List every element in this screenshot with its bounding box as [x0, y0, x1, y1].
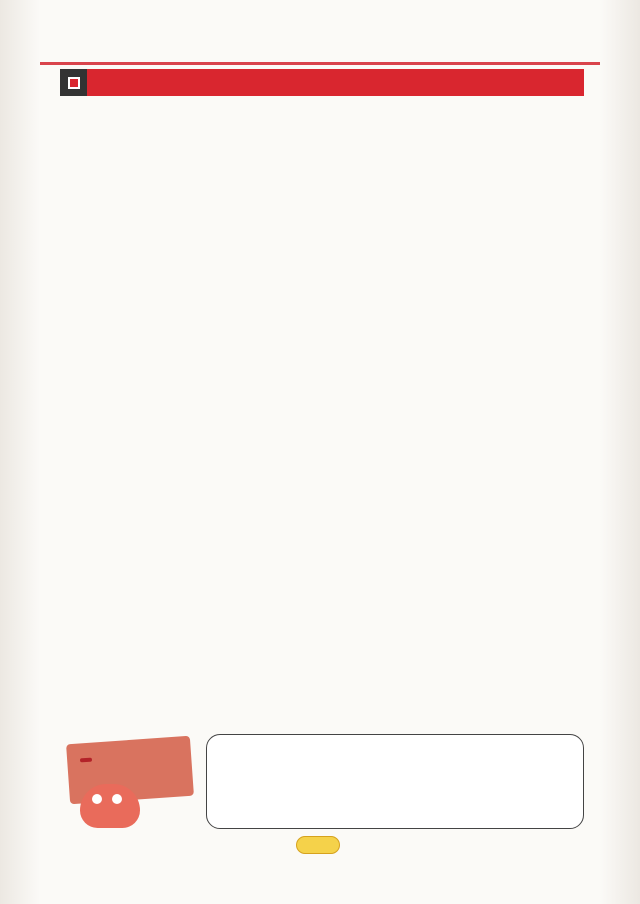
key-points-panel: [60, 734, 584, 829]
page-number: [296, 836, 340, 854]
mascot-illustration: [80, 784, 140, 828]
square-bullet-icon: [60, 69, 87, 96]
key-points-box: [206, 734, 584, 829]
key-points-label: [80, 758, 92, 763]
title-bar: [60, 69, 584, 96]
header-banner: [158, 36, 488, 62]
header-divider: [40, 62, 600, 65]
key-points-badge: [60, 734, 200, 829]
header-top-strip: [160, 4, 480, 26]
